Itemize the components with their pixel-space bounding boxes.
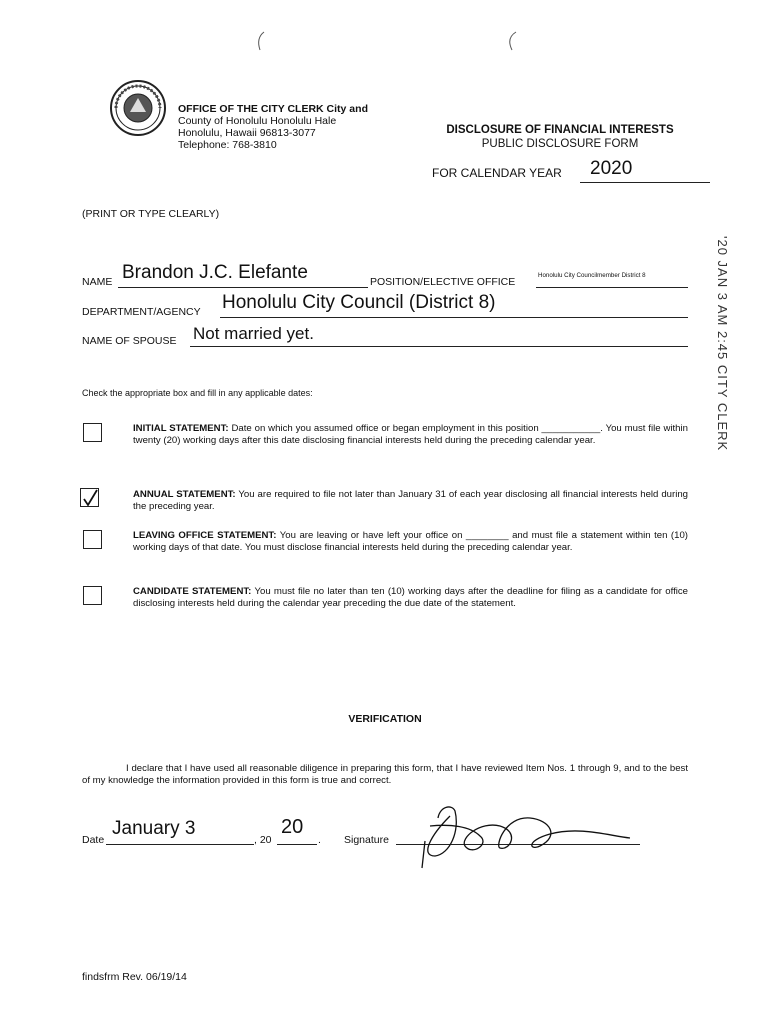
received-stamp: '20 JAN 3 AM 2:45 CITY CLERK (715, 236, 730, 452)
print-note: (PRINT OR TYPE CLEARLY) (82, 208, 220, 220)
form-title-block (420, 123, 700, 151)
spouse-line (190, 346, 688, 347)
position-value: Honolulu City Councilmember District 8 (538, 272, 646, 279)
annual-statement-checkbox[interactable] (80, 488, 99, 507)
city-seal-icon (108, 78, 168, 138)
date-year-line (277, 844, 317, 845)
spouse-label: NAME OF SPOUSE (82, 335, 177, 347)
date-value: January 3 (112, 818, 196, 839)
calendar-year-value: 2020 (590, 158, 633, 179)
office-name: OFFICE OF THE CITY CLERK City and (178, 103, 368, 115)
candidate-statement-title: CANDIDATE STATEMENT: (133, 586, 252, 597)
verification-heading: VERIFICATION (348, 713, 422, 725)
date-label: Date (82, 834, 105, 846)
calendar-year-line (580, 182, 710, 183)
annual-statement-title: ANNUAL STATEMENT: (133, 489, 236, 500)
department-line (220, 317, 688, 318)
candidate-statement-checkbox[interactable] (83, 586, 102, 605)
signature-label: Signature (344, 834, 389, 846)
annual-statement-body: You are required to file not later than January 31 of each year disclosing all financial interests held during the preceding year. (133, 489, 688, 512)
office-phone: Telephone: 768-3810 (178, 139, 277, 151)
form-subtitle: PUBLIC DISCLOSURE FORM (481, 138, 639, 150)
candidate-statement-text (133, 586, 688, 610)
initial-statement-text (133, 423, 688, 447)
scan-mark-right (500, 28, 530, 54)
calendar-year-label: FOR CALENDAR YEAR (432, 166, 562, 180)
office-line-3: Honolulu, Hawaii 96813-3077 (178, 127, 316, 139)
name-value: Brandon J.C. Elefante (122, 262, 308, 283)
annual-statement-text (133, 489, 688, 513)
date-year-comma: . (318, 834, 321, 846)
form-title: DISCLOSURE OF FINANCIAL INTERESTS (446, 124, 674, 136)
leaving-office-body: You are leaving or have left your office on ________ and must file a statement within ten (10) working days of that date. You must disclose financial interests held during the preceding calendar year. (133, 530, 688, 553)
department-label: DEPARTMENT/AGENCY (82, 306, 201, 318)
position-label: POSITION/ELECTIVE OFFICE (370, 276, 516, 288)
name-label: NAME (82, 276, 113, 288)
date-year-prefix: , 20 (254, 834, 272, 846)
date-line (106, 844, 254, 845)
initial-statement-body: Date on which you assumed office or began employment in this position ___________. You must file within twenty (20) working days after this date disclosing financial interests held during the preceding calendar year. (133, 423, 688, 446)
handwritten-signature (410, 796, 660, 876)
office-line-2: County of Honolulu Honolulu Hale (178, 115, 337, 127)
spouse-value: Not married yet. (193, 324, 314, 343)
form-revision: findsfrm Rev. 06/19/14 (82, 971, 187, 983)
initial-statement-title: INITIAL STATEMENT: (133, 423, 229, 434)
instructions: Check the appropriate box and fill in any applicable dates: (82, 388, 313, 398)
checkmark-icon (81, 489, 100, 508)
scan-mark-left (250, 28, 280, 54)
department-value: Honolulu City Council (District 8) (222, 292, 496, 313)
leaving-office-checkbox[interactable] (83, 530, 102, 549)
name-line (118, 287, 368, 288)
date-year-value: 20 (281, 816, 304, 838)
leaving-office-text (133, 530, 688, 554)
verification-text: I declare that I have used all reasonable diligence in preparing this form, that I have reviewed Item Nos. 1 through 9, and to the best of my knowledge the information provided in this form is true and correct. (82, 763, 688, 786)
candidate-statement-body: You must file no later than ten (10) working days after the deadline for filing as a candidate for office disclosing interests held during the calendar year preceding the due date of the statement. (133, 586, 689, 609)
office-address (178, 103, 398, 151)
initial-statement-checkbox[interactable] (83, 423, 102, 442)
leaving-office-title: LEAVING OFFICE STATEMENT: (133, 530, 277, 541)
position-line (536, 287, 688, 288)
